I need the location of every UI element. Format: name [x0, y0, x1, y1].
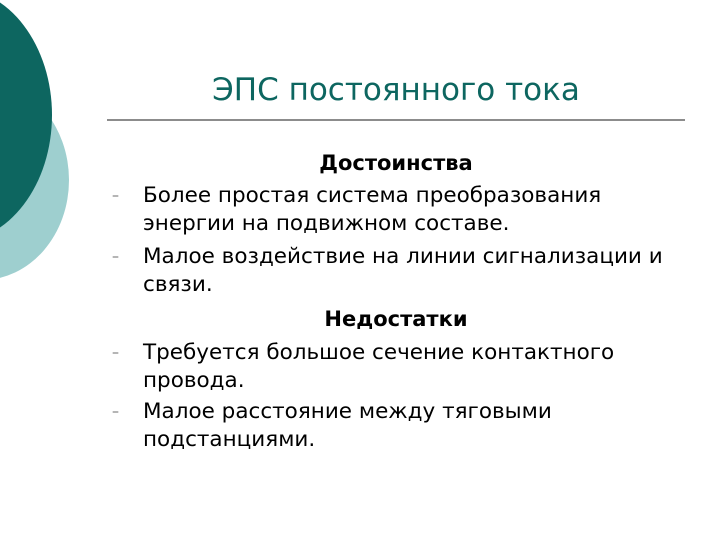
bullet-dash: – [112, 249, 119, 265]
title-divider [107, 119, 685, 121]
list-item-text: Требуется большое сечение контактного провода. [143, 340, 615, 393]
list-item-text: Более простая система преобразования энергии на подвижном составе. [143, 183, 602, 236]
slide-title: ЭПС постоянного тока [212, 72, 580, 108]
bullet-dash: – [112, 188, 119, 204]
disadvantages-heading: Недостатки [324, 307, 468, 331]
list-item-text: Малое воздействие на линии сигнализации и связи. [143, 244, 663, 297]
decorative-circles [0, 0, 80, 300]
bullet-dash: – [112, 404, 119, 420]
advantages-heading: Достоинства [319, 151, 473, 175]
bullet-dash: – [112, 345, 119, 361]
list-item-text: Малое расстояние между тяговыми подстанциями. [143, 399, 552, 452]
